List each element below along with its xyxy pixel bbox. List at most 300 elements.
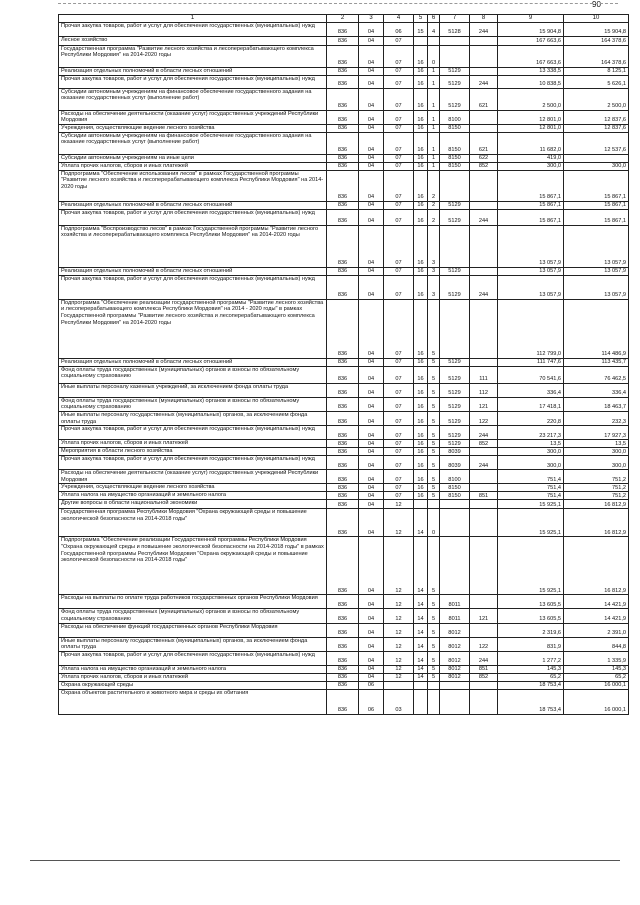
cell-name: Фонд оплаты труда государственных (муниципальных) органов и взносы по обязательному социальному страхованию bbox=[59, 366, 327, 383]
cell-y1: 10 838,5 bbox=[498, 75, 564, 88]
cell-glav: 836 bbox=[327, 456, 359, 470]
cell-y1: 419,0 bbox=[498, 154, 564, 162]
table-row bbox=[59, 132, 629, 154]
column-header-10: 10 bbox=[564, 15, 629, 23]
cell-glav: 836 bbox=[327, 651, 359, 665]
cell-name: Фонд оплаты труда государственных (муниципальных) органов и взносы по обязательному социальному страхованию bbox=[59, 609, 327, 623]
table-row bbox=[59, 492, 629, 500]
cell-y2: 15 867,1 bbox=[564, 170, 629, 201]
cell-glav: 836 bbox=[327, 637, 359, 651]
cell-cs bbox=[440, 500, 470, 509]
cell-glav: 836 bbox=[327, 124, 359, 132]
bottom-edge-line bbox=[30, 860, 620, 861]
cell-cs: 8150 bbox=[440, 154, 470, 162]
cell-rz: 04 bbox=[359, 623, 384, 637]
cell-name: Иные выплаты персоналу государственных (муниципальных) органов, за исключением фонда оплаты труда bbox=[59, 411, 327, 425]
cell-p2: 3 bbox=[428, 225, 440, 267]
cell-vr: 851 bbox=[470, 492, 498, 500]
cell-name: Учреждения, осуществляющие ведение лесного хозяйства bbox=[59, 484, 327, 492]
cell-p1: 16 bbox=[414, 448, 428, 456]
cell-cs: 8012 bbox=[440, 637, 470, 651]
table-row bbox=[59, 36, 629, 45]
cell-vr: 244 bbox=[470, 275, 498, 299]
cell-glav: 836 bbox=[327, 154, 359, 162]
cell-vr bbox=[470, 358, 498, 366]
cell-y1: 751,4 bbox=[498, 470, 564, 484]
cell-pr: 12 bbox=[384, 623, 414, 637]
cell-y1: 15 867,1 bbox=[498, 209, 564, 225]
cell-glav: 836 bbox=[327, 110, 359, 124]
cell-cs: 5129 bbox=[440, 411, 470, 425]
cell-rz: 04 bbox=[359, 509, 384, 537]
cell-name: Прочая закупка товаров, работ и услуг для обеспечения государственных (муниципальных) нужд bbox=[59, 456, 327, 470]
cell-p2: 5 bbox=[428, 448, 440, 456]
cell-y2: 113 435,7 bbox=[564, 358, 629, 366]
cell-p2: 5 bbox=[428, 470, 440, 484]
table-row bbox=[59, 637, 629, 651]
cell-vr: 244 bbox=[470, 209, 498, 225]
cell-y1: 13 057,9 bbox=[498, 275, 564, 299]
cell-cs bbox=[440, 689, 470, 714]
cell-name: Расходы на выплаты по оплате труда работников государственных органов Республики Мордовия bbox=[59, 595, 327, 609]
cell-y2: 12 837,6 bbox=[564, 110, 629, 124]
column-header-5: 5 bbox=[414, 15, 428, 23]
cell-p2: 1 bbox=[428, 132, 440, 154]
cell-p1: 14 bbox=[414, 673, 428, 681]
cell-glav: 836 bbox=[327, 75, 359, 88]
cell-p1: 16 bbox=[414, 440, 428, 448]
cell-pr: 07 bbox=[384, 484, 414, 492]
cell-y2: 13 057,9 bbox=[564, 267, 629, 275]
cell-pr: 07 bbox=[384, 383, 414, 397]
cell-y2: 164 378,6 bbox=[564, 36, 629, 45]
cell-p2 bbox=[428, 36, 440, 45]
cell-p1: 16 bbox=[414, 225, 428, 267]
cell-pr: 03 bbox=[384, 689, 414, 714]
cell-pr: 12 bbox=[384, 637, 414, 651]
cell-vr bbox=[470, 201, 498, 209]
cell-rz: 04 bbox=[359, 665, 384, 673]
cell-vr: 112 bbox=[470, 383, 498, 397]
cell-cs bbox=[440, 170, 470, 201]
cell-p2: 0 bbox=[428, 509, 440, 537]
cell-p1: 16 bbox=[414, 267, 428, 275]
cell-cs: 8012 bbox=[440, 651, 470, 665]
cell-y2: 844,8 bbox=[564, 637, 629, 651]
table-row bbox=[59, 448, 629, 456]
cell-y1: 15 904,8 bbox=[498, 22, 564, 36]
cell-p1: 16 bbox=[414, 170, 428, 201]
cell-glav: 836 bbox=[327, 45, 359, 67]
cell-y1: 15 925,1 bbox=[498, 537, 564, 595]
cell-cs: 5129 bbox=[440, 397, 470, 411]
cell-rz: 04 bbox=[359, 366, 384, 383]
table-row bbox=[59, 623, 629, 637]
column-header-9: 9 bbox=[498, 15, 564, 23]
cell-p2: 5 bbox=[428, 537, 440, 595]
cell-y2: 2 391,0 bbox=[564, 623, 629, 637]
cell-glav: 836 bbox=[327, 595, 359, 609]
cell-name: Расходы на обеспечение функций государственных органов Республики Мордовия bbox=[59, 623, 327, 637]
cell-p1: 16 bbox=[414, 366, 428, 383]
table-row bbox=[59, 484, 629, 492]
cell-glav: 836 bbox=[327, 88, 359, 110]
cell-y1: 2 500,0 bbox=[498, 88, 564, 110]
cell-p2: 4 bbox=[428, 22, 440, 36]
budget-table bbox=[58, 14, 629, 715]
cell-glav: 836 bbox=[327, 162, 359, 170]
cell-y2: 15 867,1 bbox=[564, 209, 629, 225]
cell-vr: 122 bbox=[470, 411, 498, 425]
cell-pr: 12 bbox=[384, 509, 414, 537]
cell-p2: 5 bbox=[428, 366, 440, 383]
cell-vr: 121 bbox=[470, 397, 498, 411]
cell-p1: 16 bbox=[414, 75, 428, 88]
cell-y2: 14 421,9 bbox=[564, 609, 629, 623]
table-row bbox=[59, 366, 629, 383]
table-row bbox=[59, 411, 629, 425]
cell-pr: 07 bbox=[384, 209, 414, 225]
cell-p1: 16 bbox=[414, 201, 428, 209]
cell-glav: 836 bbox=[327, 448, 359, 456]
cell-p1: 14 bbox=[414, 537, 428, 595]
cell-p1: 14 bbox=[414, 665, 428, 673]
cell-pr: 12 bbox=[384, 609, 414, 623]
cell-y2: 751,2 bbox=[564, 492, 629, 500]
column-header-1: 1 bbox=[59, 15, 327, 23]
cell-vr: 121 bbox=[470, 609, 498, 623]
cell-name: Учреждения, осуществляющие ведение лесного хозяйства bbox=[59, 124, 327, 132]
cell-p2: 5 bbox=[428, 299, 440, 358]
cell-vr bbox=[470, 67, 498, 75]
cell-p2: 5 bbox=[428, 383, 440, 397]
cell-vr bbox=[470, 595, 498, 609]
cell-p1: 16 bbox=[414, 456, 428, 470]
cell-cs: 5129 bbox=[440, 383, 470, 397]
cell-pr: 07 bbox=[384, 275, 414, 299]
cell-y2: 16 812,9 bbox=[564, 509, 629, 537]
cell-cs: 8150 bbox=[440, 484, 470, 492]
table-row bbox=[59, 225, 629, 267]
cell-cs: 5129 bbox=[440, 358, 470, 366]
cell-p1: 16 bbox=[414, 299, 428, 358]
cell-name: Уплата прочих налогов, сборов и иных платежей bbox=[59, 673, 327, 681]
cell-vr: 852 bbox=[470, 162, 498, 170]
cell-pr: 07 bbox=[384, 225, 414, 267]
cell-cs: 8150 bbox=[440, 162, 470, 170]
cell-glav: 836 bbox=[327, 500, 359, 509]
cell-cs bbox=[440, 681, 470, 689]
cell-pr: 07 bbox=[384, 411, 414, 425]
cell-y2: 15 904,8 bbox=[564, 22, 629, 36]
cell-cs: 5129 bbox=[440, 426, 470, 440]
cell-pr: 07 bbox=[384, 110, 414, 124]
cell-cs: 5129 bbox=[440, 75, 470, 88]
cell-cs: 8150 bbox=[440, 124, 470, 132]
cell-pr: 07 bbox=[384, 397, 414, 411]
cell-rz: 04 bbox=[359, 537, 384, 595]
cell-y1: 336,4 bbox=[498, 383, 564, 397]
cell-name: Прочая закупка товаров, работ и услуг для обеспечения государственных (муниципальных) нужд bbox=[59, 22, 327, 36]
table-row bbox=[59, 397, 629, 411]
cell-y2: 114 486,9 bbox=[564, 299, 629, 358]
cell-name: Уплата прочих налогов, сборов и иных платежей bbox=[59, 440, 327, 448]
cell-glav: 836 bbox=[327, 22, 359, 36]
cell-y2: 300,0 bbox=[564, 456, 629, 470]
cell-name: Реализация отдельных полномочий в области лесных отношений bbox=[59, 358, 327, 366]
cell-pr: 07 bbox=[384, 36, 414, 45]
cell-pr: 07 bbox=[384, 132, 414, 154]
cell-rz: 04 bbox=[359, 88, 384, 110]
cell-y1: 300,0 bbox=[498, 162, 564, 170]
cell-glav: 836 bbox=[327, 383, 359, 397]
cell-vr bbox=[470, 36, 498, 45]
cell-glav: 836 bbox=[327, 201, 359, 209]
table-row bbox=[59, 470, 629, 484]
cell-y2: 16 000,1 bbox=[564, 681, 629, 689]
cell-vr bbox=[470, 45, 498, 67]
cell-name: Уплата прочих налогов, сборов и иных платежей bbox=[59, 162, 327, 170]
cell-cs: 8011 bbox=[440, 595, 470, 609]
cell-y1: 12 801,0 bbox=[498, 110, 564, 124]
cell-y1: 65,2 bbox=[498, 673, 564, 681]
cell-y2: 336,4 bbox=[564, 383, 629, 397]
cell-p2: 5 bbox=[428, 358, 440, 366]
cell-cs: 8012 bbox=[440, 665, 470, 673]
cell-p2: 2 bbox=[428, 201, 440, 209]
cell-y2: 13 057,9 bbox=[564, 225, 629, 267]
cell-pr: 07 bbox=[384, 440, 414, 448]
cell-cs: 5129 bbox=[440, 275, 470, 299]
cell-y1: 15 925,1 bbox=[498, 509, 564, 537]
table-row bbox=[59, 456, 629, 470]
cell-cs: 8100 bbox=[440, 110, 470, 124]
cell-name: Мероприятия в области лесного хозяйства bbox=[59, 448, 327, 456]
cell-p2: 1 bbox=[428, 110, 440, 124]
cell-rz: 04 bbox=[359, 170, 384, 201]
table-row bbox=[59, 595, 629, 609]
cell-cs: 5129 bbox=[440, 67, 470, 75]
cell-pr: 07 bbox=[384, 470, 414, 484]
cell-p1: 16 bbox=[414, 484, 428, 492]
column-header-4: 4 bbox=[384, 15, 414, 23]
cell-glav: 836 bbox=[327, 426, 359, 440]
cell-glav: 836 bbox=[327, 225, 359, 267]
cell-rz: 04 bbox=[359, 383, 384, 397]
cell-rz: 04 bbox=[359, 637, 384, 651]
cell-vr bbox=[470, 623, 498, 637]
cell-cs: 5129 bbox=[440, 366, 470, 383]
cell-rz: 04 bbox=[359, 673, 384, 681]
cell-cs: 8039 bbox=[440, 448, 470, 456]
cell-glav: 836 bbox=[327, 673, 359, 681]
cell-glav: 836 bbox=[327, 411, 359, 425]
column-header-6: 6 bbox=[428, 15, 440, 23]
cell-name: Лесное хозяйство bbox=[59, 36, 327, 45]
cell-rz: 04 bbox=[359, 470, 384, 484]
cell-y2: 76 462,5 bbox=[564, 366, 629, 383]
cell-name: Прочая закупка товаров, работ и услуг для обеспечения государственных (муниципальных) нужд bbox=[59, 75, 327, 88]
table-row bbox=[59, 509, 629, 537]
cell-glav: 836 bbox=[327, 509, 359, 537]
table-row bbox=[59, 75, 629, 88]
cell-y1: 111 747,6 bbox=[498, 358, 564, 366]
cell-y1: 23 217,3 bbox=[498, 426, 564, 440]
cell-y2: 300,0 bbox=[564, 448, 629, 456]
cell-cs bbox=[440, 36, 470, 45]
cell-glav: 836 bbox=[327, 132, 359, 154]
cell-vr: 244 bbox=[470, 426, 498, 440]
cell-glav: 836 bbox=[327, 689, 359, 714]
cell-vr bbox=[470, 500, 498, 509]
cell-p1 bbox=[414, 500, 428, 509]
cell-rz: 04 bbox=[359, 110, 384, 124]
table-row bbox=[59, 110, 629, 124]
cell-vr: 622 bbox=[470, 154, 498, 162]
cell-y1: 15 867,1 bbox=[498, 170, 564, 201]
cell-p1: 16 bbox=[414, 492, 428, 500]
cell-name: Расходы на обеспечение деятельности (оказание услуг) государственных учреждений Республики Мордовия bbox=[59, 470, 327, 484]
column-header-8: 8 bbox=[470, 15, 498, 23]
cell-rz: 04 bbox=[359, 275, 384, 299]
cell-glav: 836 bbox=[327, 681, 359, 689]
cell-name: Расходы на обеспечение деятельности (оказание услуг) государственных учреждений Республики Мордовия bbox=[59, 110, 327, 124]
cell-p2: 1 bbox=[428, 75, 440, 88]
cell-y1: 167 663,6 bbox=[498, 36, 564, 45]
cell-y1: 70 541,6 bbox=[498, 366, 564, 383]
cell-glav: 836 bbox=[327, 275, 359, 299]
cell-vr bbox=[470, 299, 498, 358]
cell-vr: 852 bbox=[470, 440, 498, 448]
cell-pr: 07 bbox=[384, 267, 414, 275]
cell-p1: 16 bbox=[414, 110, 428, 124]
cell-name: Иные выплаты персоналу казенных учреждений, за исключением фонда оплаты труда bbox=[59, 383, 327, 397]
cell-y1: 751,4 bbox=[498, 484, 564, 492]
cell-pr: 12 bbox=[384, 595, 414, 609]
cell-vr bbox=[470, 509, 498, 537]
cell-y1: 300,0 bbox=[498, 456, 564, 470]
cell-name: Охрана объектов растительного и животного мира и среды их обитания bbox=[59, 689, 327, 714]
cell-p1: 16 bbox=[414, 45, 428, 67]
cell-cs bbox=[440, 225, 470, 267]
cell-rz: 04 bbox=[359, 267, 384, 275]
cell-name: Уплата налога на имущество организаций и земельного налога bbox=[59, 492, 327, 500]
cell-p2: 5 bbox=[428, 673, 440, 681]
cell-name: Другие вопросы в области национальной экономики bbox=[59, 500, 327, 509]
cell-cs bbox=[440, 509, 470, 537]
cell-p2: 5 bbox=[428, 665, 440, 673]
cell-y1: 13 057,9 bbox=[498, 225, 564, 267]
cell-cs: 8150 bbox=[440, 492, 470, 500]
cell-y1: 13 057,9 bbox=[498, 267, 564, 275]
cell-y1: 831,9 bbox=[498, 637, 564, 651]
cell-y1: 13 338,5 bbox=[498, 67, 564, 75]
cell-cs: 5129 bbox=[440, 201, 470, 209]
cell-rz: 04 bbox=[359, 22, 384, 36]
cell-y1: 18 753,4 bbox=[498, 681, 564, 689]
cell-y2: 12 537,6 bbox=[564, 132, 629, 154]
cell-y2: 16 000,1 bbox=[564, 689, 629, 714]
cell-cs: 8011 bbox=[440, 609, 470, 623]
cell-y2 bbox=[564, 154, 629, 162]
cell-y2: 12 837,6 bbox=[564, 124, 629, 132]
cell-name: Уплата налога на имущество организаций и земельного налога bbox=[59, 665, 327, 673]
table-header-row bbox=[59, 15, 629, 23]
cell-vr bbox=[470, 448, 498, 456]
table-row bbox=[59, 681, 629, 689]
cell-rz: 04 bbox=[359, 484, 384, 492]
cell-rz: 04 bbox=[359, 132, 384, 154]
cell-p1: 16 bbox=[414, 88, 428, 110]
table-row bbox=[59, 201, 629, 209]
cell-p2: 5 bbox=[428, 637, 440, 651]
cell-p1: 16 bbox=[414, 209, 428, 225]
table-row bbox=[59, 440, 629, 448]
cell-rz: 04 bbox=[359, 209, 384, 225]
table-row bbox=[59, 299, 629, 358]
cell-vr bbox=[470, 681, 498, 689]
cell-name: Иные выплаты персоналу государственных (муниципальных) органов, за исключением фонда оплаты труда bbox=[59, 637, 327, 651]
cell-glav: 836 bbox=[327, 537, 359, 595]
column-header-7: 7 bbox=[440, 15, 470, 23]
cell-pr: 07 bbox=[384, 45, 414, 67]
table-row bbox=[59, 22, 629, 36]
cell-pr: 12 bbox=[384, 537, 414, 595]
cell-pr: 07 bbox=[384, 154, 414, 162]
cell-cs: 8039 bbox=[440, 456, 470, 470]
cell-y1: 13 605,5 bbox=[498, 595, 564, 609]
cell-pr: 07 bbox=[384, 88, 414, 110]
cell-name: Подпрограмма "Обеспечение использования лесов" в рамках Государственной программы "Развитие лесного хозяйства и лесоперерабатывающего комплекса Республики Мордовия" на 2014-2020 годы bbox=[59, 170, 327, 201]
cell-rz: 04 bbox=[359, 595, 384, 609]
table-row bbox=[59, 275, 629, 299]
cell-p1 bbox=[414, 681, 428, 689]
cell-pr: 12 bbox=[384, 500, 414, 509]
cell-p1: 14 bbox=[414, 651, 428, 665]
cell-y1: 17 418,1 bbox=[498, 397, 564, 411]
cell-name: Субсидии автономным учреждениям на финансовое обеспечение государственного задания на оказание государственных услуг (выполнение работ) bbox=[59, 132, 327, 154]
cell-pr: 07 bbox=[384, 67, 414, 75]
cell-y1: 13 605,5 bbox=[498, 609, 564, 623]
cell-y2: 17 927,3 bbox=[564, 426, 629, 440]
cell-vr bbox=[470, 110, 498, 124]
cell-glav: 836 bbox=[327, 299, 359, 358]
cell-y2: 1 335,9 bbox=[564, 651, 629, 665]
cell-p1: 14 bbox=[414, 623, 428, 637]
cell-y1: 15 925,1 bbox=[498, 500, 564, 509]
cell-p1: 16 bbox=[414, 67, 428, 75]
cell-cs bbox=[440, 45, 470, 67]
cell-vr bbox=[470, 470, 498, 484]
cell-vr bbox=[470, 267, 498, 275]
cell-name: Реализация отдельных полномочий в области лесных отношений bbox=[59, 67, 327, 75]
cell-glav: 836 bbox=[327, 665, 359, 673]
cell-y2: 14 421,9 bbox=[564, 595, 629, 609]
cell-pr: 07 bbox=[384, 456, 414, 470]
cell-rz: 04 bbox=[359, 45, 384, 67]
cell-p2: 1 bbox=[428, 124, 440, 132]
cell-pr: 12 bbox=[384, 665, 414, 673]
cell-vr bbox=[470, 484, 498, 492]
cell-y1: 2 319,6 bbox=[498, 623, 564, 637]
cell-rz: 04 bbox=[359, 651, 384, 665]
cell-name: Прочая закупка товаров, работ и услуг для обеспечения государственных (муниципальных) нужд bbox=[59, 275, 327, 299]
column-header-3: 3 bbox=[359, 15, 384, 23]
cell-vr: 852 bbox=[470, 673, 498, 681]
cell-vr bbox=[470, 124, 498, 132]
cell-p2: 5 bbox=[428, 595, 440, 609]
cell-y1: 1 277,2 bbox=[498, 651, 564, 665]
